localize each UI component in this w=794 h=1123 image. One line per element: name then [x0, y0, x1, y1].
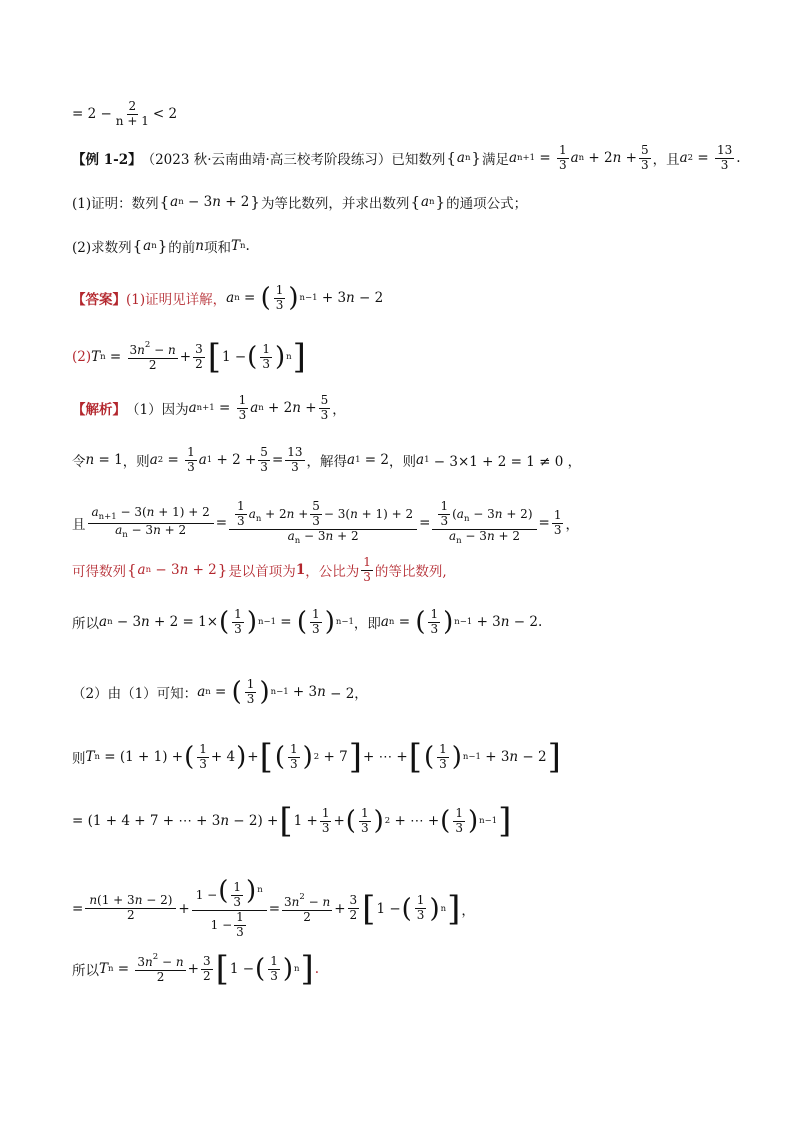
question-2 [72, 236, 734, 256]
solution-line-6 [72, 678, 734, 707]
solution-line-7 [72, 737, 734, 777]
solution-line-9 [72, 878, 734, 939]
question-text: 项和 [203, 240, 231, 256]
formula: a n − 3 n + 2 = 1× ( $\frac{1}{3}$ ) n−1 = ( $\frac{1}{3}$ ) n−1 [99, 607, 354, 638]
denominator: n + 1 [115, 113, 149, 128]
solution-text: 可得数列 [72, 564, 126, 581]
formula: T n = $\frac{3n^2 - n}{2}$ + $\frac{3}{2}$ [ 1 − ( $\frac{1}{3}$ ) n ] . [99, 949, 320, 989]
solution-line-3 [72, 500, 734, 546]
solution-line-10 [72, 949, 734, 989]
solution-text: ，解得 [306, 454, 348, 471]
solution-text: ，即 [353, 616, 381, 633]
formula: a 2 = $\frac{1}{3}$ a 1 + 2 + $\frac{5}{3}$ = $\frac{13}{3}$ [149, 445, 303, 474]
formula: a n+1 = $\frac{1}{3}$ a n + 2 n + $\frac{5}{3}$ ， [188, 393, 346, 422]
formula: { a n − 3 n + 2 } [127, 561, 228, 580]
formula-recurrence: a n+1 = $\frac{1}{3}$ a n + 2 n + $\frac{5}{3}$ [508, 143, 649, 172]
solution-text: 所以 [72, 963, 99, 979]
solution-line-1 [72, 394, 734, 423]
solution-line-4 [72, 556, 734, 585]
question-text: . [245, 238, 250, 254]
formula: { a n − 3 n + 2 } [159, 193, 260, 211]
statement-text: 已知数列 [391, 152, 446, 169]
formula: T n [230, 238, 246, 254]
formula: a n = ( $\frac{1}{3}$ ) n−1 + 3 n − 2， [197, 677, 368, 708]
formula-text: < 2 [152, 106, 178, 123]
formula: = (1 + 4 + 7 + ⋯ + 3 n − 2) + [ 1 + $\frac{1}{3}$ + ( $\frac{1}{3}$ ) 2 + ⋯ + ( $\frac{1}{3}$ ) n−1 ] [72, 801, 512, 841]
formula: a 1 = 2 [347, 452, 389, 469]
solution-text: 是以首项为 [228, 564, 296, 581]
formula: n = 1 [85, 452, 123, 469]
formula: T n = (1 + 1) + ( $\frac{1}{3}$ + 4 ) + [ ( $\frac{1}{3}$ ) 2 + 7 ] + ⋯ + [ ( $\frac{1}{3}$ ) n−1 + 3 n − 2 ] [85, 737, 561, 777]
example-label: 【例 1-2】 [72, 152, 142, 169]
formula: a n = ( $\frac{1}{3}$ ) n−1 + 3 n − 2. [380, 607, 543, 638]
solution-text: ，则 [389, 454, 416, 471]
question-1 [72, 192, 734, 212]
solution-line-8 [72, 801, 734, 841]
solution-label: 【解析】 [72, 402, 126, 419]
solution-line-5 [72, 608, 734, 637]
solution-text: 则 [72, 751, 86, 767]
formula: n [195, 238, 204, 254]
solution-text: ，公比为 [305, 564, 360, 581]
answer-2 [72, 337, 734, 377]
formula: T n = $\frac{3n^2 - n}{2}$ + $\frac{3}{2}$ [ 1 − ( $\frac{1}{3}$ ) n ] [91, 337, 306, 377]
formula: $\frac{1}{3}$ [363, 555, 371, 584]
answer-text: (1)证明见详解， [126, 292, 227, 309]
solution-text: 且 [72, 517, 86, 534]
formula: a n = ( $\frac{1}{3}$ ) n−1 + 3 n − 2 [226, 283, 384, 314]
solution-text: 的等比数列, [374, 564, 447, 581]
solution-text: 1 [295, 562, 306, 579]
formula: { a n } [410, 193, 446, 211]
prev-result-line [72, 100, 734, 129]
statement-text: ，且 [652, 152, 680, 169]
question-text: (1)证明：数列 [72, 196, 159, 212]
answer-label: 【答案】 [72, 292, 126, 309]
example-statement [72, 143, 741, 173]
numerator: 2 [128, 99, 137, 113]
formula: { a n } [132, 237, 168, 255]
solution-text: （1）因为 [126, 402, 189, 419]
question-text: 为等比数列，并求出数列 [260, 196, 410, 212]
solution-text: 令 [72, 454, 86, 471]
formula: a 1 − 3×1 + 2 = 1 ≠ 0 ， [416, 452, 582, 471]
fraction [114, 100, 151, 129]
formula-ratio: $\frac{a_{n+1} - 3(n + 1) + 2}{a_n - 3n + 2}$ = $\frac{1}{3}$ $a_n + 2n$ + $\frac{5}{3}$ − 3(n + 1) + 2 $a_n - 3n + 2$ = $\frac{1}{3}$ $(a_n - 3n + 2)$ $a_n - 3n + 2$ = $\frac{1}{3}$ ， [86, 500, 579, 546]
solution-text: ，则 [122, 454, 150, 471]
statement-text: 满足 [481, 152, 509, 169]
solution-line-2 [72, 446, 734, 475]
formula-text: = 2 − [72, 106, 112, 123]
formula: = $\frac{n(1 + 3n - 2)}{2}$ + 1 −( $\frac{1}{3}$ )$^n$ 1 − $\frac{1}{3}$ = $\frac{3n^2 - n}{2}$ + $\frac{3}{2}$ [ 1 − ( $\frac{1}{3}$ ) n ] ， [72, 876, 475, 939]
solution-text: 所以 [72, 616, 99, 633]
formula-a2: a 2 = $\frac{13}{3}$ . [679, 143, 741, 172]
question-text: (2)求数列 [72, 240, 132, 256]
formula [72, 100, 177, 129]
solution-text: （2）由（1）可知： [72, 686, 198, 703]
formula: { a n } [446, 149, 481, 168]
question-text: 的前 [168, 240, 196, 256]
answer-1 [72, 284, 734, 313]
example-source: （2023 秋·云南曲靖·高三校考阶段练习） [141, 152, 392, 169]
question-text: 的通项公式； [446, 196, 528, 212]
answer-text: (2) [72, 349, 92, 365]
